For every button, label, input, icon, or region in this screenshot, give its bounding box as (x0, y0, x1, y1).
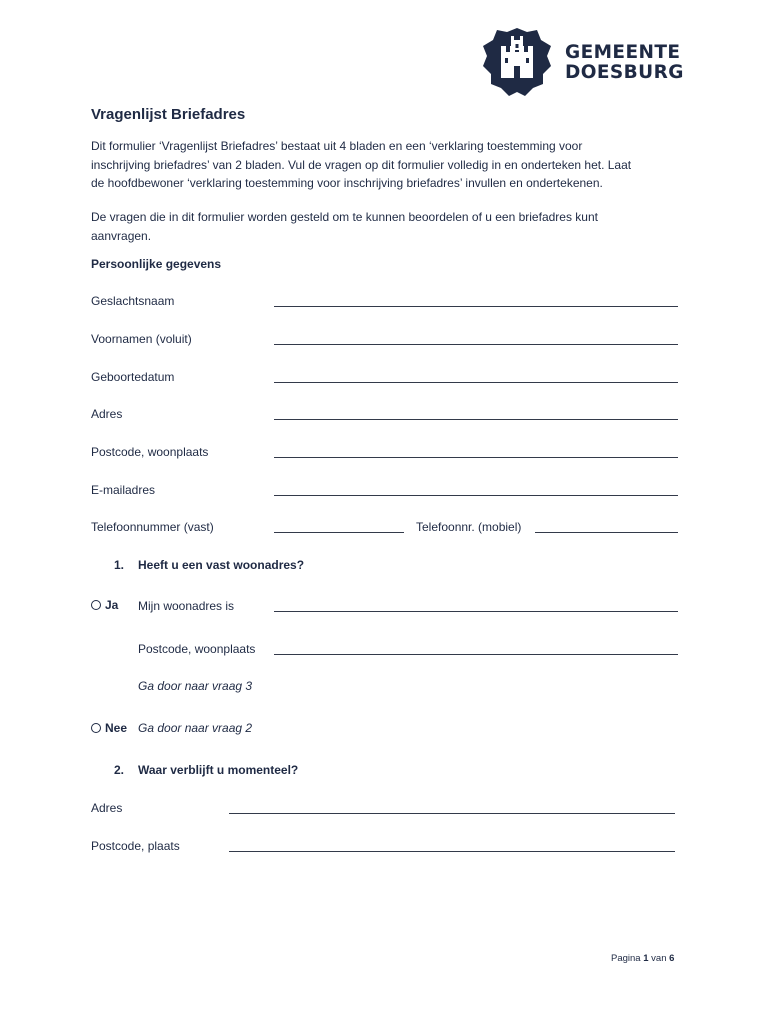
label-current-postcode: Postcode, plaats (91, 839, 180, 853)
label-address: Adres (91, 407, 123, 421)
question-2-number: 2. (114, 763, 125, 777)
question-1-text: Heeft u een vast woonadres? (138, 558, 305, 572)
address-field[interactable] (274, 419, 678, 420)
q1-postcode-field[interactable] (274, 654, 678, 655)
label-home-address: Mijn woonadres is (138, 599, 235, 613)
postcode-field[interactable] (274, 457, 678, 458)
castle-logo-icon (481, 26, 553, 98)
logo-line-1: GEMEENTE (565, 42, 681, 63)
current-address-field[interactable] (229, 813, 675, 814)
q1-yes-note: Ga door naar vraag 3 (138, 679, 253, 693)
phone-field[interactable] (274, 532, 404, 533)
intro-line: aanvragen. (91, 228, 152, 243)
intro-paragraph-1 (91, 137, 691, 193)
label-email: E-mailadres (91, 483, 156, 497)
footer-of-word: van (651, 953, 667, 964)
footer-page-num: 1 (643, 953, 649, 964)
surname-field[interactable] (274, 306, 678, 307)
intro-line: Dit formulier ‘Vragenlijst Briefadres’ bestaat uit 4 bladen en een ‘verklaring toestemming voor (91, 139, 583, 153)
q1-yes-label: Ja (105, 598, 119, 612)
label-current-address: Adres (91, 801, 123, 815)
label-postcode: Postcode, woonplaats (91, 445, 209, 459)
label-q1-postcode: Postcode, woonplaats (138, 642, 256, 656)
label-birthdate: Geboortedatum (91, 370, 175, 384)
question-1-number: 1. (114, 558, 125, 572)
page-title: Vragenlijst Briefadres (91, 106, 246, 123)
label-mobile: Telefoonnr. (mobiel) (416, 520, 522, 534)
section-heading-personal: Persoonlijke gegevens (91, 257, 222, 271)
mobile-field[interactable] (535, 532, 678, 533)
label-phone: Telefoonnummer (vast) (91, 520, 214, 534)
home-address-field[interactable] (274, 611, 678, 612)
q1-no-label: Nee (105, 721, 128, 735)
page-footer (611, 953, 674, 964)
radio-circle-icon[interactable] (91, 600, 101, 610)
intro-line: de hoofdbewoner ‘verklaring toestemming voor inschrijving briefadres’ invullen en ondertekenen. (91, 176, 603, 190)
email-field[interactable] (274, 495, 678, 496)
intro-paragraph-2 (91, 208, 691, 245)
current-postcode-field[interactable] (229, 851, 675, 852)
intro-line: inschrijving briefadres’ van 2 bladen. Vul de vragen op dit formulier volledig in en onderteken het. Laat (91, 157, 632, 172)
logo-wordmark (565, 43, 684, 83)
q1-option-no[interactable] (91, 721, 127, 735)
label-surname: Geslachtsnaam (91, 294, 175, 308)
firstnames-field[interactable] (274, 344, 678, 345)
label-firstnames: Voornamen (voluit) (91, 332, 192, 346)
q1-option-yes[interactable] (91, 598, 118, 612)
intro-line: De vragen die in dit formulier worden gesteld om te kunnen beoordelen of u een briefadres kunt (91, 210, 598, 224)
radio-circle-icon[interactable] (91, 723, 101, 733)
footer-page-total: 6 (669, 953, 675, 964)
q1-no-note: Ga door naar vraag 2 (138, 721, 253, 735)
footer-page-word: Pagina (611, 953, 641, 964)
question-2-text: Waar verblijft u momenteel? (138, 763, 299, 777)
birthdate-field[interactable] (274, 382, 678, 383)
logo-line-2: DOESBURG (565, 62, 684, 83)
